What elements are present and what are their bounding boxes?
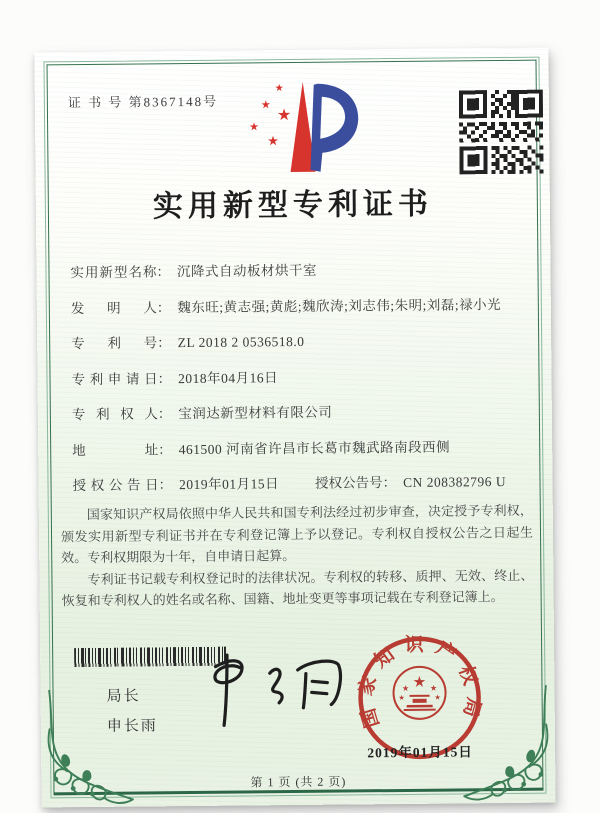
grant-number-label: 授权公告号 <box>314 475 383 491</box>
field-value: 沉降式自动板材烘干室 <box>176 262 318 280</box>
colon: ： <box>156 264 171 280</box>
svg-text:★: ★ <box>434 693 441 702</box>
field-row-address <box>72 428 530 468</box>
colon: ： <box>157 335 171 351</box>
colon: ： <box>157 370 172 386</box>
legal-paragraph: 国家知识产权局依照中华人民共和国专利法经过初步审查，决定授予专利权，颁发实用新型专利证书并在专利登记簿上予以登记。专利权自授权公告之日起生效。专利权期限为十年，自申请日起算。 <box>60 502 534 566</box>
field-value: 2018年04月16日 <box>177 369 279 386</box>
field-label: 专利权人 <box>71 406 158 423</box>
national-emblem-icon <box>393 667 445 719</box>
grant-number: CN 208382796 U <box>402 473 507 490</box>
signer-name: 申长雨 <box>106 717 158 735</box>
colon: ： <box>382 475 397 491</box>
star-icon: ★ <box>267 133 279 149</box>
field-value: 宝润达新型材料有限公司 <box>178 404 333 422</box>
certificate-number: 证 书 号 第8367148号 <box>67 93 219 111</box>
field-row-filing-date <box>71 357 529 397</box>
field-label: 专利号 <box>71 335 158 352</box>
field-value: 461500 河南省许昌市长葛市魏武路南段西侧 <box>178 439 451 457</box>
field-label: 授权公告日 <box>72 477 159 494</box>
svg-text:★: ★ <box>401 683 410 693</box>
certificate-paper <box>34 48 555 808</box>
field-row-patent-number <box>71 322 529 362</box>
field-label: 实用新型名称 <box>70 264 157 281</box>
field-row-name <box>70 251 528 291</box>
fields-block <box>70 251 530 504</box>
field-value: ZL 2018 2 0536518.0 <box>177 333 305 351</box>
signature-icon <box>177 642 361 734</box>
colon: ： <box>157 406 172 422</box>
star-icon: ★ <box>260 99 271 112</box>
field-row-patentee <box>72 393 530 433</box>
seal-date: 2019年01月15日 <box>367 744 473 761</box>
field-label: 发明人 <box>70 299 157 316</box>
svg-text:★: ★ <box>429 683 438 693</box>
field-row-inventors <box>71 286 529 326</box>
colon: ： <box>156 299 171 315</box>
field-row-grant <box>72 464 530 504</box>
star-icon: ★ <box>274 83 284 95</box>
cnipa-logo-icon <box>233 75 364 188</box>
corner-ornament-left-icon <box>42 689 139 808</box>
legal-text-block <box>61 500 534 612</box>
seal-ring-text: 国家知识产权局 <box>355 634 485 730</box>
legal-paragraph: 专利证书记载专利权登记时的法律状况。专利权的转移、质押、无效、终止、恢复和专利权人的姓名或名称、国籍、地址变更等事项记载在专利登记簿上。 <box>61 567 534 609</box>
field-label: 专利申请日 <box>71 370 158 387</box>
star-icon: ★ <box>249 121 260 134</box>
svg-text:★: ★ <box>412 674 427 691</box>
field-value: 魏东旺;黄志强;黄彪;魏欣涛;刘志伟;朱明;刘磊;禄小光 <box>177 296 502 315</box>
field-label: 地址 <box>72 441 159 458</box>
certificate-title: 实用新型专利证书 <box>152 187 434 224</box>
colon: ： <box>158 477 173 493</box>
star-icon: ★ <box>276 107 292 125</box>
grant-date: 2019年01月15日 <box>178 476 280 493</box>
svg-text:★: ★ <box>398 693 405 703</box>
signer-role: 局长 <box>106 687 141 705</box>
page-footer: 第 1 页 (共 2 页) <box>250 774 347 790</box>
colon: ： <box>158 441 172 457</box>
qr-code-icon <box>459 90 544 175</box>
